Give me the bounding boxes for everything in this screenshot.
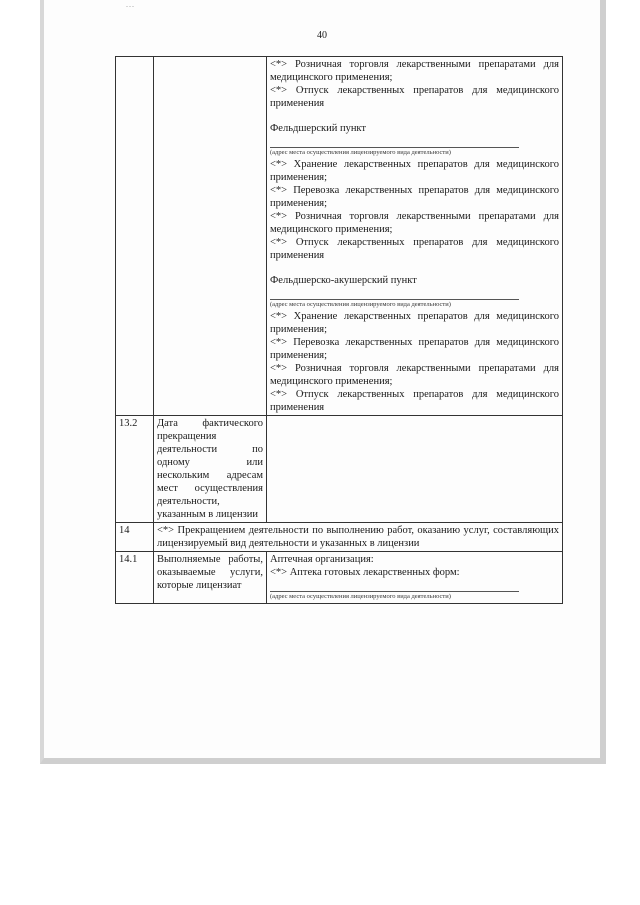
list-item: <*> Аптека готовых лекарственных форм:	[270, 567, 460, 578]
cell-num: 14.1	[116, 552, 154, 604]
cell-label	[154, 57, 267, 416]
cell-num	[116, 57, 154, 416]
place-name: Фельдшерский пункт	[270, 123, 366, 134]
list-item: <*> Отпуск лекарственных препаратов для медицинского применения	[270, 237, 559, 261]
cell-label	[154, 552, 267, 604]
table-row-14	[116, 523, 563, 552]
address-hint: (адрес места осуществления лицензируемого вида деятельности)	[270, 593, 451, 600]
list-item: <*> Перевозка лекарственных препаратов для медицинского применения;	[270, 337, 559, 361]
list-item: <*> Розничная торговля лекарственными препаратами для медицинского применения;	[270, 59, 559, 83]
cell-label	[154, 416, 267, 523]
list-item: <*> Розничная торговля лекарственными препаратами для медицинского применения;	[270, 363, 559, 387]
list-item: <*> Хранение лекарственных препаратов для медицинского применения;	[270, 311, 559, 335]
address-hint: (адрес места осуществления лицензируемого вида деятельности)	[270, 301, 451, 308]
list-item: <*> Хранение лекарственных препаратов для медицинского применения;	[270, 159, 559, 183]
cell-content	[267, 57, 563, 416]
org-type: Аптечная организация:	[270, 554, 374, 565]
scan-artifact: ...	[126, 0, 135, 9]
cell-num: 13.2	[116, 416, 154, 523]
license-table	[115, 56, 563, 604]
table-row-14-1	[116, 552, 563, 604]
cell-num: 14	[116, 523, 154, 552]
list-item: <*> Перевозка лекарственных препаратов для медицинского применения;	[270, 185, 559, 209]
cell-content	[267, 552, 563, 604]
table-row-previous	[116, 57, 563, 416]
place-name: Фельдшерско-акушерский пункт	[270, 275, 417, 286]
table-row-13-2	[116, 416, 563, 523]
page-number: 40	[317, 30, 327, 41]
list-item: <*> Отпуск лекарственных препаратов для медицинского применения	[270, 389, 559, 413]
row-label: Выполняемые работы, оказываемые услуги, которые лицензиат	[157, 554, 263, 591]
list-item: <*> Отпуск лекарственных препаратов для медицинского применения	[270, 85, 559, 109]
cell-content	[267, 416, 563, 523]
cell-content	[154, 523, 563, 552]
list-item: <*> Розничная торговля лекарственными препаратами для медицинского применения;	[270, 211, 559, 235]
row-label: Дата фактического прекращения деятельности по одному или нескольким адресам мест осуществления деятельности, указанным в лицензии	[157, 418, 263, 520]
address-hint: (адрес места осуществления лицензируемого вида деятельности)	[270, 149, 451, 156]
row-text: <*> Прекращением деятельности по выполнению работ, оказанию услуг, составляющих лицензируемый вид деятельности и указанных в лицензии	[157, 525, 559, 549]
